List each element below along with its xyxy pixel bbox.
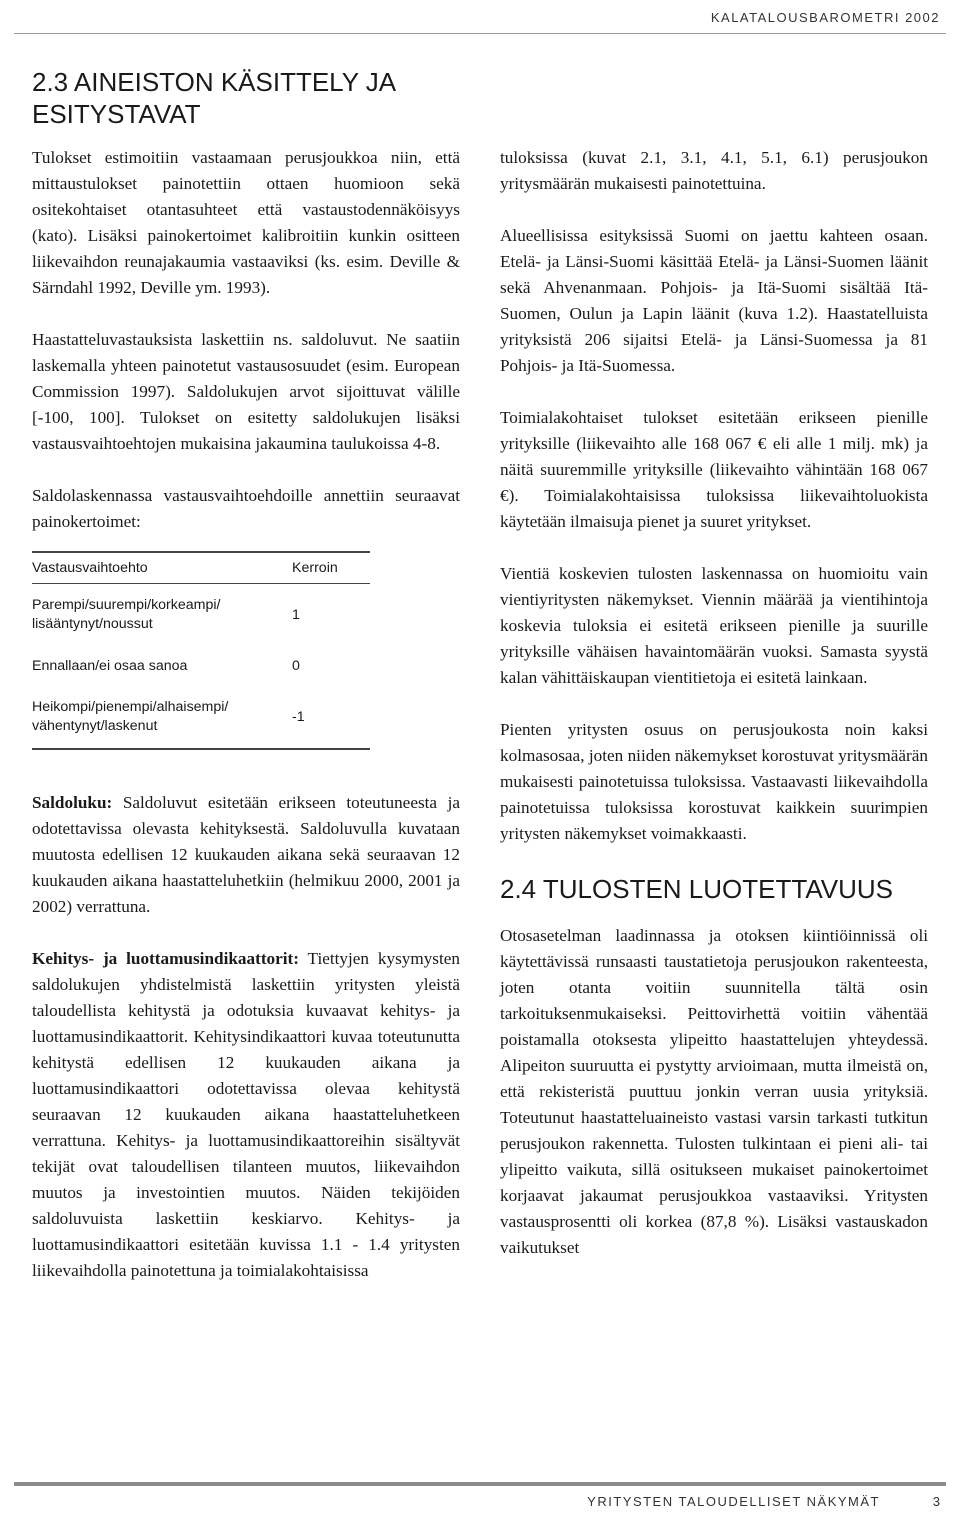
section-title: 2.3 AINEISTON KÄSITTELY JA ESITYSTAVAT [32, 67, 395, 129]
paragraph: Haastatteluvastauksista laskettiin ns. saldoluvut. Ne saatiin laskemalla yhteen painotetut vastausosuudet (esim. European Commission 1997). Saldolukujen arvot sijoittuvat välille [-100, 100]. Tulokset on esitetty saldolukujen lisäksi vastausvaihtoehtojen mukaisina jakaumina taulukoissa 4-8. [32, 330, 460, 453]
paragraph: Alueellisissa esityksissä Suomi on jaettu kahteen osaan. Etelä- ja Länsi-Suomi käsittää Etelä- ja Länsi-Suomen läänit sekä Ahvenanmaan. Pohjois- ja Itä-Suomi sisältää Itä-Suomen, Oulun ja Lapin läänit (kuva 1.2). Haastatelluista yrityksistä 206 sijaitsi Etelä- ja Länsi-Suomessa ja 81 Pohjois- ja Itä-Suomessa. [500, 226, 928, 375]
left-column [32, 145, 460, 1310]
paragraph: Saldolaskennassa vastausvaihtoehdoille annettiin seuraavat painokertoimet: [32, 486, 460, 531]
subsection-title: 2.4 TULOSTEN LUOTETTAVUUS [500, 874, 893, 904]
footer-rule [14, 1482, 946, 1486]
paragraph-text: Tiettyjen kysymysten saldolukujen yhdistelmistä laskettiin yritysten yleistä taloudellista kehitystä ja odotuksia kuvaavat kehitys- ja luottamusindikaattorit. Kehitysindikaattori kuvaa toteutunutta kehitystä edellisen 12 kuukauden aikana ja luottamusindikaattori odotettavissa olevaa kehitystä seuraavan 12 kuukauden aikana haastatteluhetkeen verrattuna. Kehitys- ja luottamusindikaattoreihin sisältyvät tekijät ovat taloudellisen tilanteen muutos, liikevaihdon muutos ja investointien muutos. Näiden tekijöiden saldoluvuista laskettiin keskiarvo. Kehitys- ja luottamusindikaattori esitetään kuvissa 1.1 - 1.4 yritysten liikevaihdolla painotettuna ja toimialakohtaisissa [32, 949, 460, 1280]
paragraph: Otosasetelman laadinnassa ja otoksen kiintiöinnissä oli käytettävissä runsaasti taustatietoja perusjoukon rakenteesta, joten otanta voitiin suunnitella tältä osin tarkoituksenmukaiseksi. Peittovirhettä voitiin vähentää poistamalla otoksesta ylipeitto haastattelujen yhteydessä. Alipeiton suuruutta ei pystytty arvioimaan, mutta ilmeistä on, että rekisteristä puuttuu jonkin verran uusia yrityksiä. Toteutunut haastatteluaineisto vastasi varsin tarkasti tutkitun perusjoukon rakennetta. Tulosten tulkintaan ei pieni ali- tai ylipeitto vaikuta, sillä ositukseen mukaiset painokertoimet korjaavat jakaumat perusjoukkoa vastaaviksi. Yritysten vastausprosentti oli korkea (87,8 %). Lisäksi vastauskadon vaikutukset [500, 926, 928, 1257]
option-cell: Heikompi/pienempi/alhaisempi/ vähentynyt/laskenut [32, 686, 290, 749]
paragraph: Toimialakohtaiset tulokset esitetään erikseen pienille yrityksille (liikevaihto alle 168 067 € eli alle 1 milj. mk) ja näitä suuremmille yrityksille (liikevaihto vähintään 168 067 €). Toimialakohtaisissa tuloksissa liikevaihtoluokista käytetään ilmaisuja pienet ja suuret yritykset. [500, 408, 928, 531]
term-saldoluku: Saldoluku: [32, 793, 113, 812]
column-header-option: Vastausvaihtoehto [32, 552, 290, 584]
running-header: KALATALOUSBAROMETRI 2002 [710, 10, 940, 25]
weights-table [32, 551, 370, 750]
running-footer: YRITYSTEN TALOUDELLISET NÄKYMÄT [587, 1494, 880, 1509]
paragraph [32, 946, 460, 1284]
paragraph: Vientiä koskevien tulosten laskennassa on huomioitu vain vientiyritysten näkemykset. Viennin määrää ja vientihintoja koskevia tuloksia ei esitetä erikseen pienille ja suurille yrityksille vähäisen havaintomäärän vuoksi. Samasta syystä kalan vähittäiskaupan vientitietoja ei esitetä lainkaan. [500, 564, 928, 687]
weight-cell: -1 [290, 686, 370, 749]
table-row [32, 646, 370, 686]
weight-cell: 0 [292, 657, 300, 674]
option-cell: Ennallaan/ei osaa sanoa [32, 657, 188, 674]
option-cell: Parempi/suurempi/korkeampi/ lisääntynyt/noussut [32, 597, 221, 632]
table-row [32, 584, 370, 647]
paragraph [32, 790, 460, 920]
column-header-weight: Kerroin [290, 552, 370, 584]
weight-cell: 1 [292, 606, 300, 623]
right-column [500, 145, 928, 1287]
paragraph: tuloksissa (kuvat 2.1, 3.1, 4.1, 5.1, 6.1) perusjoukon yritysmäärän mukaisesti painotettuina. [500, 148, 928, 193]
page-number: 3 [932, 1494, 940, 1509]
table-row [32, 686, 370, 749]
paragraph-text: Saldoluvut esitetään erikseen toteutuneesta ja odotettavissa olevasta kehityksestä. Saldoluvulla kuvataan muutosta edellisen 12 kuukauden aikana sekä seuraavan 12 kuukauden aikana haastatteluhetkiin (helmikuu 2000, 2001 ja 2002) verrattuna. [32, 793, 460, 916]
paragraph: Tulokset estimoitiin vastaamaan perusjoukkoa niin, että mittaustulokset painotettiin ottaen huomioon sekä ositekohtaiset otantasuhteet että vastaustodennäköisyys (kato). Lisäksi painokertoimet kalibroitiin kunkin ositteen liikevaihdon reunajakaumia vastaaviksi (ks. esim. Deville & Särndahl 1992, Deville ym. 1993). [32, 148, 460, 297]
term-indicators: Kehitys- ja luottamusindikaattorit: [32, 949, 299, 968]
header-rule [14, 33, 946, 34]
table-header-row [32, 552, 370, 584]
paragraph: Pienten yritysten osuus on perusjoukosta noin kaksi kolmasosaa, joten niiden näkemykset korostuvat yritysmäärän mukaisesti painotetuissa tuloksissa. Vastaavasti liikevaihdolla painotetuissa tuloksissa korostuvat kaikkein suurimpien yritysten näkemykset voimakkaasti. [500, 720, 928, 843]
